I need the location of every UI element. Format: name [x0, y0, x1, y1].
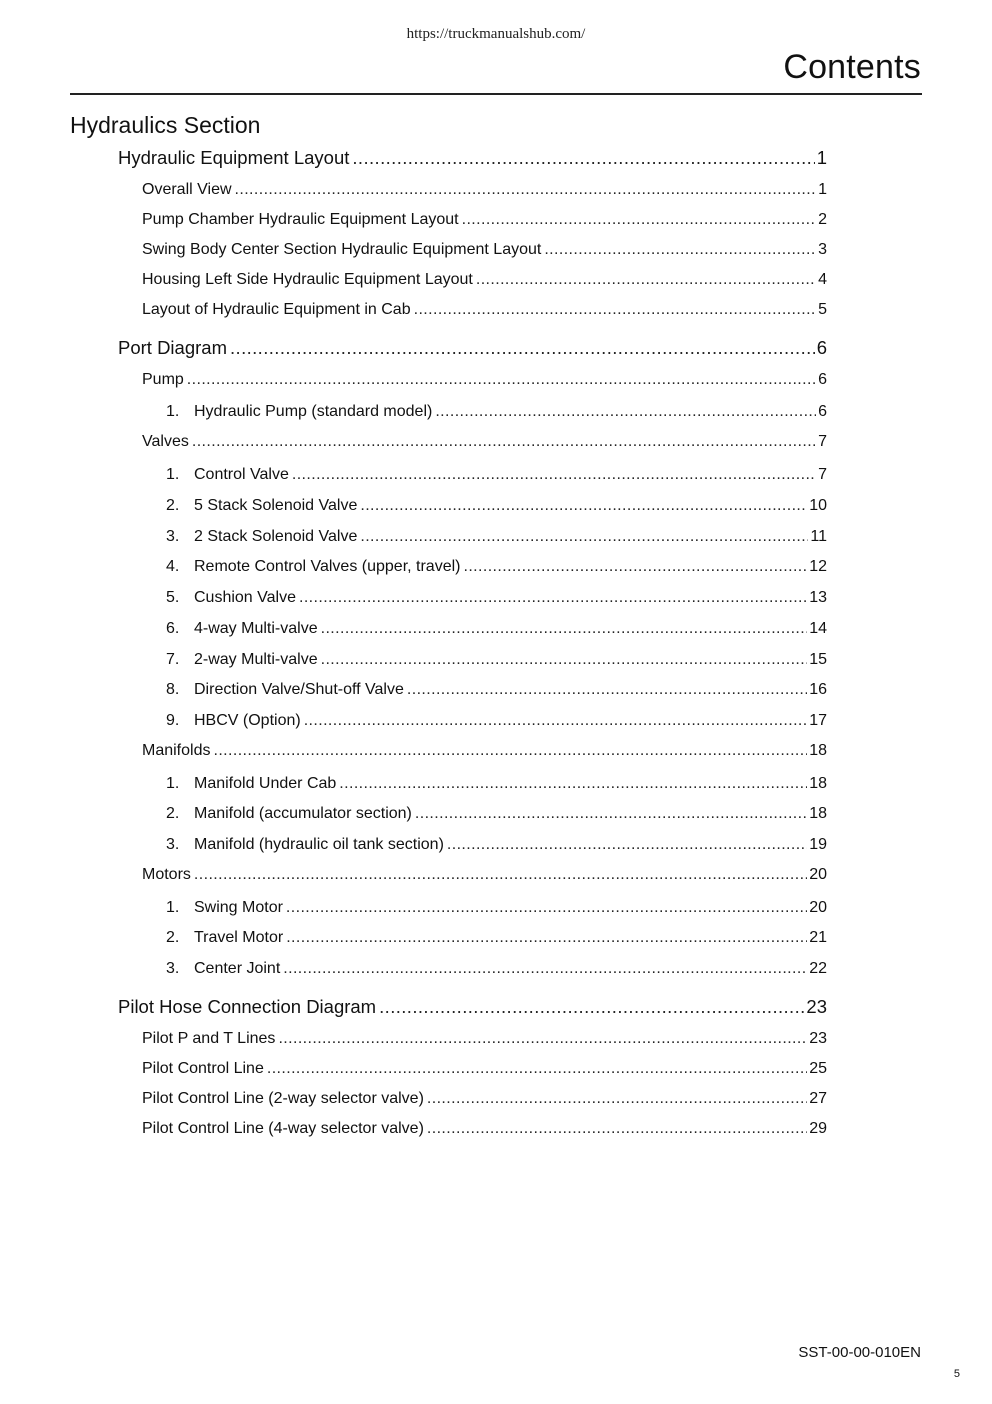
toc-entry-number: 6.: [166, 620, 180, 637]
toc-entry-number: 2.: [166, 929, 180, 946]
toc-entry-page: 12: [809, 558, 827, 575]
dot-leader: [286, 899, 807, 917]
source-url: https://truckmanualshub.com/: [406, 26, 586, 42]
toc-entry-number: 4.: [166, 558, 180, 575]
toc-entry-page: 14: [809, 620, 827, 637]
toc-entry-label: 2-way Multi-valve: [194, 651, 318, 668]
toc-entry[interactable]: [142, 181, 827, 199]
toc-entry-label: Layout of Hydraulic Equipment in Cab: [142, 301, 411, 318]
toc-entry-label: Remote Control Valves (upper, travel): [194, 558, 461, 575]
toc-entry[interactable]: [142, 241, 827, 259]
toc-entry-page: 6: [816, 337, 827, 358]
dot-leader: [427, 1120, 807, 1138]
toc-entry-page: 1: [818, 181, 827, 198]
toc-entry-number: 3.: [166, 960, 180, 977]
toc-entry-page: 29: [809, 1120, 827, 1137]
toc-entry-label: Pump Chamber Hydraulic Equipment Layout: [142, 211, 459, 228]
toc-entry[interactable]: [142, 433, 827, 451]
toc-entry-page: 27: [809, 1090, 827, 1107]
toc-entry-page: 17: [809, 712, 827, 729]
toc-entry-page: 3: [818, 241, 827, 258]
toc-entry-page: 18: [809, 742, 827, 759]
toc-entry-page: 5: [818, 301, 827, 318]
section-title: Hydraulics Section: [70, 112, 261, 138]
toc-entry-page: 25: [809, 1060, 827, 1077]
dot-leader: [360, 528, 808, 546]
toc-entry-number: 3.: [166, 836, 180, 853]
toc-entry-page: 4: [818, 271, 827, 288]
toc-entry-label: Pilot Hose Connection Diagram: [118, 996, 377, 1017]
toc-entry-page: 22: [809, 960, 827, 977]
toc-entry[interactable]: [142, 866, 827, 884]
dot-leader: [321, 651, 808, 669]
toc-entry[interactable]: [166, 805, 827, 823]
toc-entry-label: Direction Valve/Shut-off Valve: [194, 681, 404, 698]
toc-entry[interactable]: [166, 836, 827, 854]
page-number: 5: [953, 1368, 960, 1380]
dot-leader: [435, 403, 816, 421]
dot-leader: [414, 301, 817, 319]
toc-entry[interactable]: [166, 558, 827, 576]
dot-leader: [235, 181, 817, 199]
toc-entry-page: 23: [806, 996, 827, 1017]
toc-entry-label: Swing Motor: [194, 899, 283, 916]
dot-leader: [213, 742, 807, 760]
toc-entry-page: 7: [818, 466, 827, 483]
toc-entry[interactable]: [118, 337, 827, 359]
toc-entry-page: 16: [809, 681, 827, 698]
toc-entry-label: Manifold (hydraulic oil tank section): [194, 836, 444, 853]
toc-entry[interactable]: [166, 929, 827, 947]
dot-leader: [427, 1090, 807, 1108]
toc-entry[interactable]: [166, 589, 827, 607]
toc-entry-page: 13: [809, 589, 827, 606]
dot-leader: [321, 620, 808, 638]
dot-leader: [463, 558, 807, 576]
toc-entry-label: Travel Motor: [194, 929, 284, 946]
toc-entry[interactable]: [142, 271, 827, 289]
page-title: Contents: [783, 48, 921, 86]
toc-entry[interactable]: [166, 528, 827, 546]
dot-leader: [292, 466, 816, 484]
toc-entry[interactable]: [166, 681, 827, 699]
toc-entry-label: Pilot Control Line: [142, 1060, 264, 1077]
toc-entry-page: 10: [809, 497, 827, 514]
dot-leader: [299, 589, 807, 607]
toc-entry-page: 15: [809, 651, 827, 668]
toc-entry[interactable]: [166, 899, 827, 917]
toc-entry[interactable]: [142, 371, 827, 389]
dot-leader: [304, 712, 808, 730]
toc-entry[interactable]: [166, 620, 827, 638]
toc-entry-label: Control Valve: [194, 466, 289, 483]
toc-entry-page: 11: [810, 528, 827, 545]
toc-entry-page: 1: [816, 147, 827, 168]
dot-leader: [194, 866, 807, 884]
dot-leader: [286, 929, 807, 947]
toc-entry-label: Hydraulic Equipment Layout: [118, 147, 350, 168]
toc-entry-number: 2.: [166, 805, 180, 822]
document-code: SST-00-00-010EN: [798, 1344, 921, 1361]
toc-entry[interactable]: [166, 466, 827, 484]
title-divider: [70, 93, 922, 95]
dot-leader: [544, 241, 816, 259]
toc-entry-label: Overall View: [142, 181, 232, 198]
toc-entry-number: 7.: [166, 651, 180, 668]
toc-entry-number: 1.: [166, 775, 180, 792]
dot-leader: [283, 960, 807, 978]
toc-entry-number: 2.: [166, 497, 180, 514]
toc-entry[interactable]: [166, 775, 827, 793]
toc-entry-label: Swing Body Center Section Hydraulic Equipment Layout: [142, 241, 542, 258]
toc-entry-label: Valves: [142, 433, 189, 450]
dot-leader: [476, 271, 816, 289]
dot-leader: [339, 775, 807, 793]
toc-entry[interactable]: [142, 1030, 827, 1048]
toc-entry-label: Pilot P and T Lines: [142, 1030, 276, 1047]
toc-entry-label: Center Joint: [194, 960, 281, 977]
toc-entry[interactable]: [142, 301, 827, 319]
dot-leader: [415, 805, 807, 823]
dot-leader: [447, 836, 807, 854]
toc-entry-page: 20: [809, 866, 827, 883]
dot-leader: [360, 497, 807, 515]
toc-entry[interactable]: [166, 960, 827, 978]
dot-leader: [192, 433, 816, 451]
toc-entry[interactable]: [118, 147, 827, 169]
toc-entry[interactable]: [142, 1060, 827, 1078]
toc-entry-label: Manifold Under Cab: [194, 775, 337, 792]
toc-entry-label: Manifold (accumulator section): [194, 805, 412, 822]
toc-entry-label: Port Diagram: [118, 337, 227, 358]
toc-entry[interactable]: [142, 1120, 827, 1138]
toc-entry-number: 1.: [166, 899, 180, 916]
dot-leader: [230, 337, 815, 359]
dot-leader: [267, 1060, 807, 1078]
dot-leader: [278, 1030, 807, 1048]
toc-entry-label: Motors: [142, 866, 191, 883]
toc-entry-label: Pilot Control Line (2-way selector valve): [142, 1090, 424, 1107]
toc-entry-number: 9.: [166, 712, 180, 729]
toc-entry-label: 5 Stack Solenoid Valve: [194, 497, 358, 514]
toc-entry[interactable]: [166, 651, 827, 669]
toc-entry-label: HBCV (Option): [194, 712, 301, 729]
toc-entry-label: 2 Stack Solenoid Valve: [194, 528, 358, 545]
toc-entry-label: Pilot Control Line (4-way selector valve): [142, 1120, 424, 1137]
dot-leader: [187, 371, 816, 389]
toc-entry-number: 5.: [166, 589, 180, 606]
dot-leader: [407, 681, 807, 699]
toc-entry-page: 6: [818, 403, 827, 420]
dot-leader: [379, 996, 804, 1018]
toc-entry-label: Housing Left Side Hydraulic Equipment Layout: [142, 271, 473, 288]
toc-entry-number: 8.: [166, 681, 180, 698]
toc-entry-page: 18: [809, 775, 827, 792]
toc-entry[interactable]: [166, 403, 827, 421]
toc-entry[interactable]: [118, 996, 827, 1018]
toc-entry-number: 3.: [166, 528, 180, 545]
toc-entry[interactable]: [166, 712, 827, 730]
toc-entry-label: 4-way Multi-valve: [194, 620, 318, 637]
toc-entry-page: 18: [809, 805, 827, 822]
toc-entry-label: Cushion Valve: [194, 589, 296, 606]
toc-entry[interactable]: [142, 1090, 827, 1108]
toc-entry[interactable]: [142, 742, 827, 760]
toc-entry-page: 20: [809, 899, 827, 916]
toc-entry-page: 7: [818, 433, 827, 450]
toc-entry-page: 23: [809, 1030, 827, 1047]
dot-leader: [352, 147, 814, 169]
toc-entry-page: 2: [818, 211, 827, 228]
toc-entry-label: Hydraulic Pump (standard model): [194, 403, 433, 420]
toc-entry-page: 19: [809, 836, 827, 853]
dot-leader: [462, 211, 816, 229]
toc-entry-label: Pump: [142, 371, 184, 388]
toc-entry-label: Manifolds: [142, 742, 211, 759]
toc-entry-number: 1.: [166, 403, 180, 420]
toc-entry-number: 1.: [166, 466, 180, 483]
toc-entry-page: 6: [818, 371, 827, 388]
toc-entry[interactable]: [142, 211, 827, 229]
toc-entry-page: 21: [809, 929, 827, 946]
toc-entry[interactable]: [166, 497, 827, 515]
